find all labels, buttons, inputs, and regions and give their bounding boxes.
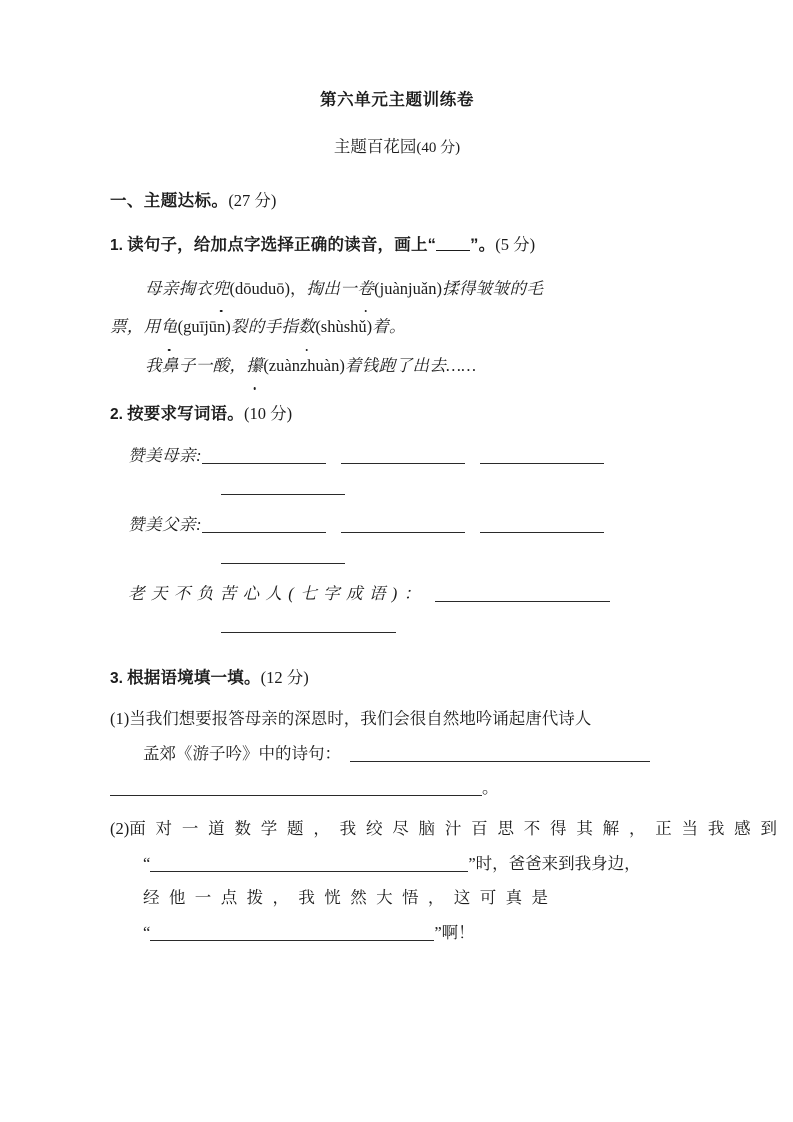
pinyin-option-b: juǎn) bbox=[408, 278, 442, 298]
question-1-prompt-after: ”。 bbox=[470, 236, 496, 254]
pinyin-option-a: (shù bbox=[315, 317, 344, 337]
answer-blank[interactable] bbox=[435, 584, 610, 602]
question-3 bbox=[83, 667, 787, 951]
open-quote: “ bbox=[143, 853, 151, 873]
sentence-text: 着。 bbox=[372, 317, 406, 337]
item-text: 孟郊《游子吟》中的诗句： bbox=[143, 743, 341, 763]
question-3-item-2-line-1 bbox=[83, 812, 787, 847]
sentence-text: 裂的手指 bbox=[230, 317, 299, 337]
question-2 bbox=[83, 404, 683, 650]
question-1-prompt-before: 读句子，给加点字选择正确的读音，画上“ bbox=[127, 236, 437, 254]
answer-blank[interactable] bbox=[480, 515, 604, 533]
inline-blank-icon bbox=[436, 236, 470, 251]
pinyin-option-b: duō)， bbox=[259, 278, 307, 298]
praise-mother-label: 赞美母亲: bbox=[128, 445, 202, 465]
answer-blank[interactable] bbox=[480, 446, 604, 464]
item-text: 当我们想要报答母亲的深恩时，我们会很自然地吟诵起唐代诗人 bbox=[129, 709, 592, 729]
pinyin-option-b: shǔ) bbox=[343, 317, 373, 337]
question-3-item-1-line-3 bbox=[83, 771, 683, 806]
item-marker: (1) bbox=[110, 709, 130, 729]
answer-blank[interactable] bbox=[110, 778, 482, 796]
praise-mother-row-2 bbox=[83, 472, 683, 508]
praise-father-row-2 bbox=[83, 541, 683, 577]
question-1 bbox=[83, 235, 683, 386]
question-1-title bbox=[110, 235, 683, 256]
item-marker: (2) bbox=[110, 819, 130, 839]
pinyin-option-b: jūn) bbox=[204, 317, 231, 337]
subtitle-text: 主题百花园 bbox=[333, 137, 417, 156]
answer-blank[interactable] bbox=[202, 446, 326, 464]
question-2-number: 2. bbox=[110, 405, 123, 423]
section-heading-lead: 一、主题达标。 bbox=[110, 192, 229, 210]
dotted-char: 数 bbox=[298, 308, 315, 347]
question-3-item-1-line-1 bbox=[83, 702, 683, 737]
question-3-item-2-line-3 bbox=[83, 881, 683, 916]
question-2-title bbox=[110, 404, 683, 425]
question-3-score: (12 分) bbox=[260, 667, 309, 687]
praise-father-row bbox=[83, 508, 683, 541]
item-period: 。 bbox=[482, 778, 499, 798]
close-quote: ” bbox=[468, 853, 476, 873]
answer-blank[interactable] bbox=[341, 515, 465, 533]
close-quote: ” bbox=[434, 923, 442, 943]
dotted-char: 攥 bbox=[246, 347, 263, 386]
question-3-number: 3. bbox=[110, 669, 123, 687]
page-subtitle bbox=[83, 133, 683, 157]
sentence-text: 我鼻子一酸， bbox=[145, 356, 247, 376]
question-2-prompt: 按要求写词语。 bbox=[127, 404, 244, 423]
sentence-text: 掏出一 bbox=[306, 278, 358, 298]
answer-blank[interactable] bbox=[350, 744, 650, 762]
answer-blank[interactable] bbox=[341, 446, 465, 464]
idiom-row bbox=[83, 577, 683, 610]
pinyin-option-a: (dōu bbox=[229, 278, 260, 298]
question-1-number: 1. bbox=[110, 237, 123, 254]
pinyin-option-a: (guī bbox=[177, 317, 205, 337]
question-1-sentence-1 bbox=[83, 270, 683, 309]
pinyin-option-a: (zuàn bbox=[263, 356, 300, 376]
question-3-item-2-line-2 bbox=[83, 847, 683, 882]
question-3-title bbox=[110, 668, 683, 689]
question-3-prompt: 根据语境填一填。 bbox=[127, 668, 261, 687]
answer-blank[interactable] bbox=[150, 923, 434, 941]
sentence-text: 着钱跑了出去…… bbox=[344, 356, 477, 376]
open-quote: “ bbox=[143, 923, 151, 943]
answer-blank[interactable] bbox=[150, 854, 468, 872]
item-text: 面对一道数学题，我绞尽脑汁百思不得其解，正当我感到 bbox=[129, 819, 787, 839]
dotted-char: 龟 bbox=[161, 308, 178, 347]
question-3-item-1-line-2 bbox=[83, 737, 683, 772]
sentence-text: 票，用 bbox=[110, 317, 161, 337]
answer-blank[interactable] bbox=[221, 546, 345, 564]
praise-mother-row bbox=[83, 439, 683, 472]
answer-blank[interactable] bbox=[202, 515, 326, 533]
page-title: 第六单元主题训练卷 bbox=[320, 91, 474, 109]
question-3-item-2-line-4 bbox=[83, 916, 683, 951]
item-text: 啊！ bbox=[441, 923, 475, 943]
pinyin-option-b: zhuàn) bbox=[299, 356, 345, 376]
answer-blank[interactable] bbox=[221, 615, 396, 633]
answer-blank[interactable] bbox=[221, 477, 345, 495]
section-heading bbox=[83, 187, 683, 211]
question-1-sentence-3 bbox=[83, 347, 683, 386]
idiom-row-2 bbox=[83, 610, 683, 650]
question-1-score: (5 分) bbox=[495, 235, 536, 254]
sentence-text: 揉得皱皱的毛 bbox=[441, 278, 544, 298]
item-text: 经他一点拨，我恍然大悟，这可真是 bbox=[143, 888, 558, 908]
question-1-sentence-2 bbox=[83, 308, 683, 347]
pinyin-option-a: (juàn bbox=[374, 278, 409, 298]
sentence-text: 母亲掏衣 bbox=[145, 278, 213, 298]
question-2-score: (10 分) bbox=[243, 403, 293, 423]
praise-father-label: 赞美父亲: bbox=[128, 514, 202, 534]
item-text: 时，爸爸来到我身边， bbox=[475, 853, 641, 873]
dotted-char: 卷 bbox=[357, 270, 374, 309]
dotted-char: 兜 bbox=[213, 270, 230, 309]
section-heading-score: (27 分) bbox=[228, 191, 277, 210]
page-content bbox=[83, 86, 787, 969]
subtitle-score: (40 分) bbox=[416, 140, 461, 156]
idiom-prompt: 老天不负苦心人(七字成语)： bbox=[128, 583, 427, 603]
